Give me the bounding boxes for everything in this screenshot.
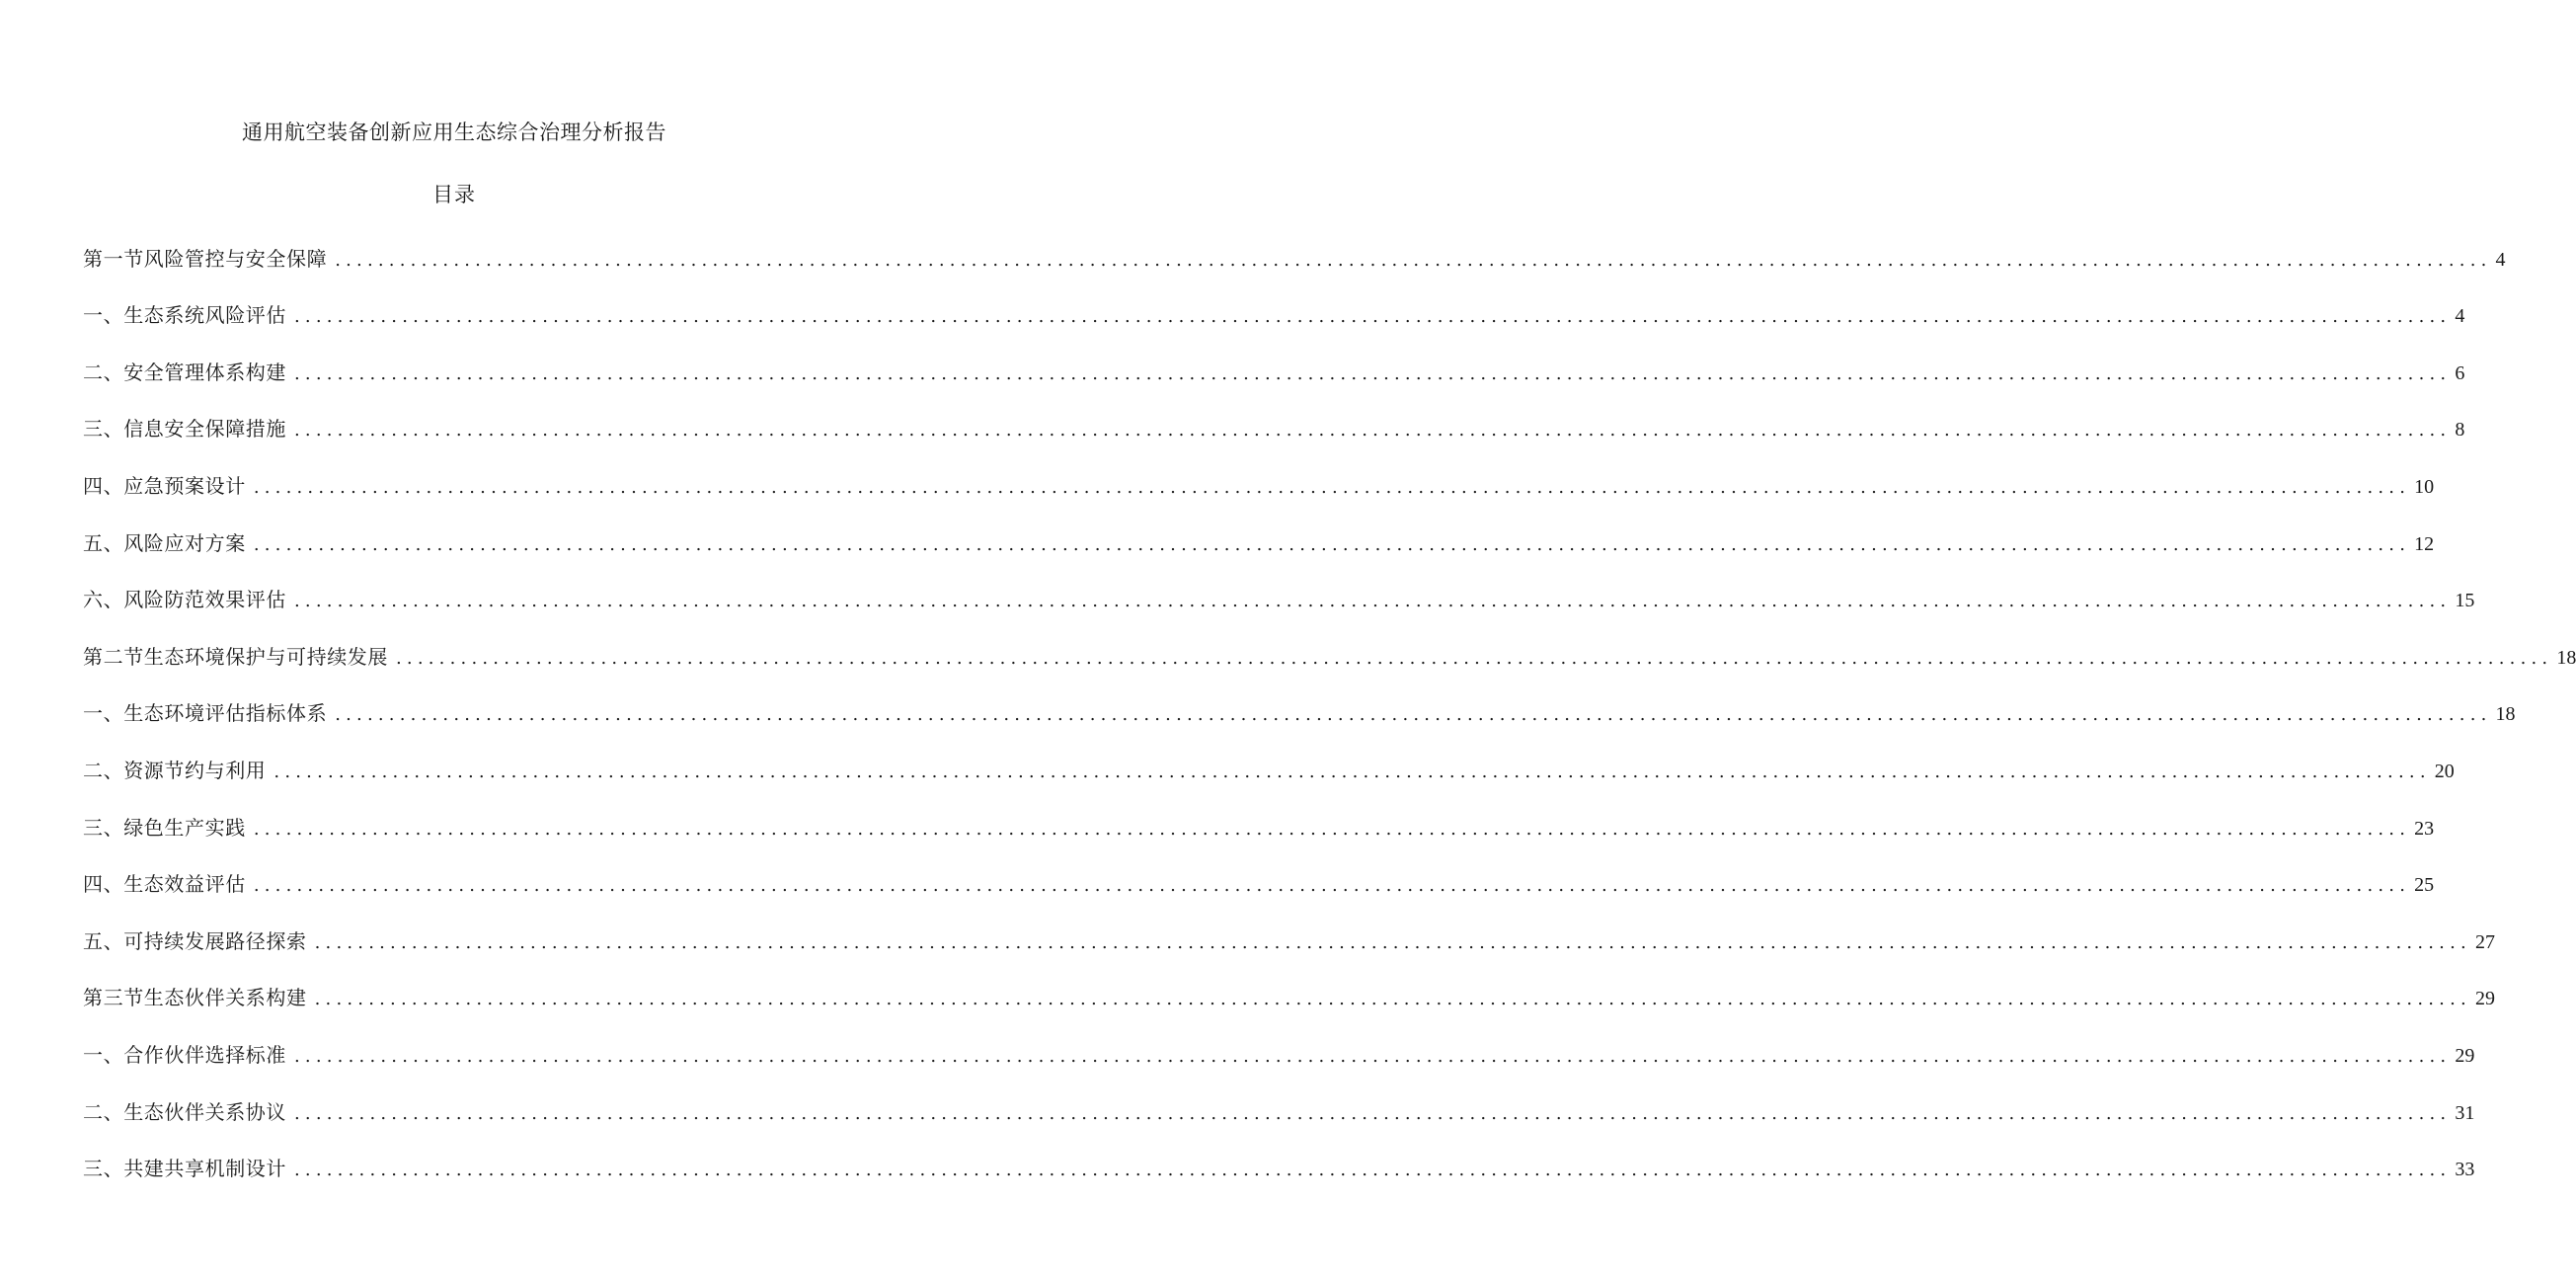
- toc-entry-label: 三、信息安全保障措施: [83, 417, 286, 442]
- toc-entry[interactable]: [83, 744, 2455, 801]
- toc-dot-leader: ........................................................................................................................................................................................................: [335, 249, 2492, 271]
- toc-entry-page-number: 18: [2556, 646, 2576, 669]
- toc-entry[interactable]: [83, 517, 2435, 574]
- toc-dot-leader: ........................................................................................................................................................................................................: [314, 931, 2471, 953]
- toc-dot-leader: ........................................................................................................................................................................................................: [294, 1045, 2452, 1067]
- toc-dot-leader: ........................................................................................................................................................................................................: [273, 761, 2431, 782]
- toc-entry[interactable]: [83, 346, 2465, 403]
- toc-entry-label: 六、风险防范效果评估: [83, 588, 286, 612]
- toc-dot-leader: ........................................................................................................................................................................................................: [294, 362, 2452, 384]
- toc-entry[interactable]: [83, 289, 2465, 347]
- toc-dot-leader: ........................................................................................................................................................................................................: [314, 989, 2471, 1010]
- toc-entry-label: 一、合作伙伴选择标准: [83, 1042, 286, 1067]
- toc-entry-page-number: 4: [2495, 248, 2506, 271]
- toc-dot-leader: ........................................................................................................................................................................................................: [253, 533, 2411, 555]
- document-title: 通用航空装备创新应用生态综合治理分析报告: [242, 120, 666, 144]
- toc-entry-page-number: 6: [2455, 361, 2465, 384]
- toc-entry[interactable]: [83, 915, 2495, 972]
- toc-heading: 目录: [432, 183, 476, 206]
- toc-entry-page-number: 4: [2455, 305, 2465, 328]
- toc-entry-page-number: 31: [2455, 1101, 2475, 1124]
- toc-entry[interactable]: [83, 687, 2516, 745]
- toc-dot-leader: ........................................................................................................................................................................................................: [294, 420, 2452, 442]
- toc-dot-leader: ........................................................................................................................................................................................................: [396, 647, 2553, 669]
- toc-entry[interactable]: [83, 1143, 2475, 1200]
- toc-entry[interactable]: [83, 1028, 2475, 1085]
- toc-entry-label: 四、生态效益评估: [83, 872, 246, 897]
- toc-entry-label: 第一节风险管控与安全保障: [83, 246, 328, 271]
- table-of-contents: [83, 232, 2576, 1199]
- toc-entry-page-number: 8: [2455, 419, 2465, 442]
- toc-entry-page-number: 15: [2455, 590, 2475, 612]
- toc-entry-page-number: 20: [2434, 760, 2455, 782]
- toc-entry[interactable]: [83, 972, 2495, 1029]
- toc-dot-leader: ........................................................................................................................................................................................................: [294, 1102, 2452, 1124]
- toc-entry-label: 五、可持续发展路径探索: [83, 928, 307, 953]
- toc-entry-label: 二、安全管理体系构建: [83, 360, 286, 384]
- toc-entry-label: 三、绿色生产实践: [83, 815, 246, 840]
- toc-entry[interactable]: [83, 630, 2576, 687]
- toc-entry-label: 一、生态环境评估指标体系: [83, 701, 328, 726]
- toc-entry-page-number: 18: [2495, 703, 2516, 726]
- toc-entry-label: 二、资源节约与利用: [83, 758, 267, 782]
- toc-entry-page-number: 12: [2414, 532, 2435, 555]
- toc-entry-page-number: 10: [2414, 475, 2435, 498]
- toc-entry[interactable]: [83, 403, 2465, 460]
- toc-entry-label: 第三节生态伙伴关系构建: [83, 986, 307, 1010]
- toc-entry[interactable]: [83, 801, 2435, 858]
- toc-entry-page-number: 27: [2474, 930, 2495, 953]
- toc-entry-label: 五、风险应对方案: [83, 530, 246, 555]
- toc-dot-leader: ........................................................................................................................................................................................................: [253, 875, 2411, 897]
- toc-entry-label: 一、生态系统风险评估: [83, 303, 286, 328]
- toc-entry-label: 二、生态伙伴关系协议: [83, 1099, 286, 1124]
- toc-dot-leader: ........................................................................................................................................................................................................: [294, 306, 2452, 328]
- toc-entry-page-number: 29: [2455, 1044, 2475, 1067]
- toc-entry-page-number: 23: [2414, 817, 2435, 840]
- toc-entry-label: 三、共建共享机制设计: [83, 1157, 286, 1181]
- toc-dot-leader: ........................................................................................................................................................................................................: [335, 704, 2492, 726]
- toc-dot-leader: ........................................................................................................................................................................................................: [294, 591, 2452, 612]
- toc-dot-leader: ........................................................................................................................................................................................................: [253, 476, 2411, 498]
- toc-entry-label: 四、应急预案设计: [83, 473, 246, 498]
- toc-entry[interactable]: [83, 1085, 2475, 1143]
- toc-entry-label: 第二节生态环境保护与可持续发展: [83, 644, 388, 669]
- toc-dot-leader: ........................................................................................................................................................................................................: [253, 818, 2411, 840]
- toc-entry-page-number: 29: [2474, 988, 2495, 1010]
- toc-dot-leader: ........................................................................................................................................................................................................: [294, 1160, 2452, 1181]
- toc-entry-page-number: 25: [2414, 874, 2435, 897]
- toc-entry[interactable]: [83, 232, 2506, 289]
- toc-entry[interactable]: [83, 574, 2475, 631]
- toc-entry-page-number: 33: [2455, 1159, 2475, 1181]
- toc-entry[interactable]: [83, 858, 2435, 916]
- toc-entry[interactable]: [83, 459, 2435, 517]
